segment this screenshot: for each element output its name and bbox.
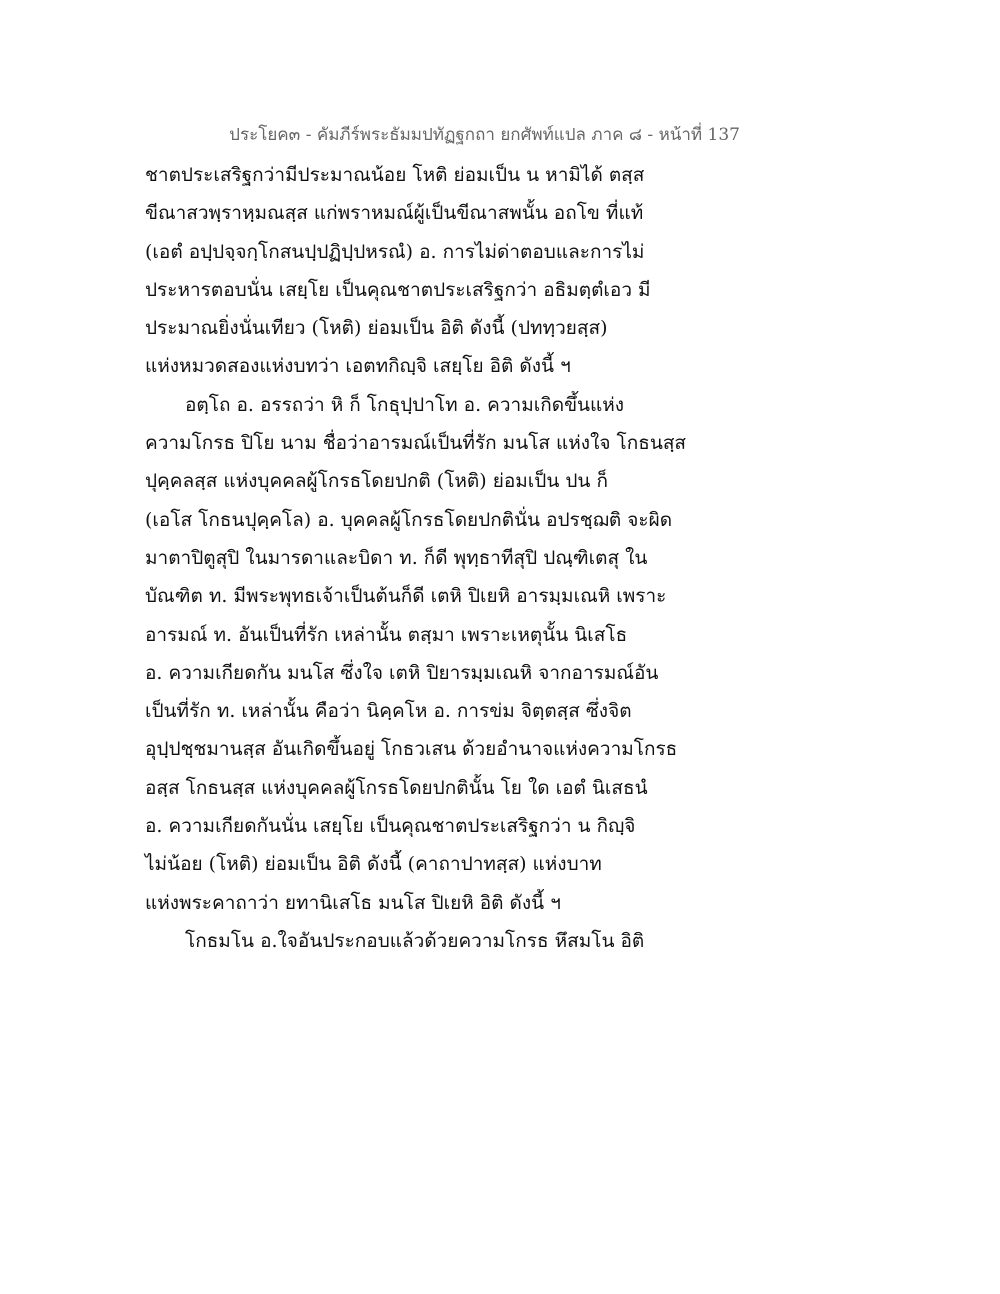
text-line: แห่งพระคาถาว่า ยทานิเสโธ มนโส ปิเยหิ อิติ ดังนี้ ฯ [145, 891, 561, 914]
text-line: อ. ความเกียดกันนั่น เสยฺโย เป็นคุณชาตประเสริฐกว่า น กิญฺจิ [145, 815, 636, 838]
text-line: (เอโส โกธนปุคฺคโล) อ. บุคคลผู้โกรธโดยปกตินั่น อปรชฺฌติ จะผิด [145, 508, 673, 531]
text-line: อสฺส โกธนสฺส แห่งบุคคลผู้โกรธโดยปกตินั้น โย ใด เอตํ นิเสธนํ [145, 776, 648, 799]
paragraph-1 [145, 156, 765, 386]
body-text [145, 156, 765, 960]
text-line: (เอตํ อปฺปจฺจกฺโกสนปฺปฏิปฺปหรณํ) อ. การไม่ด่าตอบและการไม่ [145, 240, 645, 263]
text-line: เป็นที่รัก ท. เหล่านั้น คือว่า นิคฺคโห อ. การข่ม จิตฺตสฺส ซึ่งจิต [145, 700, 632, 723]
text-line: ประหารตอบนั่น เสยฺโย เป็นคุณชาตประเสริฐกว่า อธิมตฺตํเอว มี [145, 278, 651, 301]
text-line: บัณฑิต ท. มีพระพุทธเจ้าเป็นต้นก็ดี เตหิ ปิเยหิ อารมฺมเณหิ เพราะ [145, 585, 667, 608]
text-line: ไม่น้อย (โหติ) ย่อมเป็น อิติ ดังนี้ (คาถาปาทสฺส) แห่งบาท [145, 853, 602, 876]
paragraph-3 [145, 922, 765, 960]
text-line: อ. ความเกียดกัน มนโส ซึ่งใจ เตหิ ปิยารมฺมเณหิ จากอารมณ์อัน [145, 661, 659, 684]
text-line: อารมณ์ ท. อันเป็นที่รัก เหล่านั้น ตสฺมา เพราะเหตุนั้น นิเสโธ [145, 623, 628, 646]
paragraph-2 [145, 386, 765, 922]
page-header: ประโยค๓ - คัมภีร์พระธัมมปทัฏฐกถา ยกศัพท์แปล ภาค ๘ - หน้าที่ 137 [229, 125, 740, 145]
text-line: แห่งหมวดสองแห่งบทว่า เอตทกิญฺจิ เสยฺโย อิติ ดังนี้ ฯ [145, 355, 571, 378]
text-line: อตฺโถ อ. อรรถว่า หิ ก็ โกธุปฺปาโท อ. ความเกิดขึ้นแห่ง [185, 393, 625, 416]
text-line: ประมาณยิ่งนั่นเทียว (โหติ) ย่อมเป็น อิติ ดังนี้ (ปททฺวยสฺส) [145, 317, 608, 340]
text-line: ขีณาสวพฺราหฺมณสฺส แก่พราหมณ์ผู้เป็นขีณาสพนั้น อถโข ที่แท้ [145, 202, 644, 225]
text-line: โกธมโน อ.ใจอันประกอบแล้วด้วยความโกรธ หึสมโน อิติ [185, 929, 645, 952]
text-line: มาตาปิตูสุปิ ในมารดาและบิดา ท. ก็ดี พุทฺธาทีสุปิ ปณฺฑิเตสุ ใน [145, 546, 648, 569]
text-line: ชาตประเสริฐกว่ามีประมาณน้อย โหติ ย่อมเป็น น หามิได้ ตสฺส [145, 164, 645, 186]
text-line: ความโกรธ ปิโย นาม ชื่อว่าอารมณ์เป็นที่รัก มนโส แห่งใจ โกธนสฺส [145, 432, 687, 455]
text-line: อุปฺปชฺชมานสฺส อันเกิดขึ้นอยู่ โกธวเสน ด้วยอำนาจแห่งความโกรธ [145, 738, 678, 761]
text-line: ปุคฺคลสฺส แห่งบุคคลผู้โกรธโดยปกติ (โหติ) ย่อมเป็น ปน ก็ [145, 470, 608, 493]
